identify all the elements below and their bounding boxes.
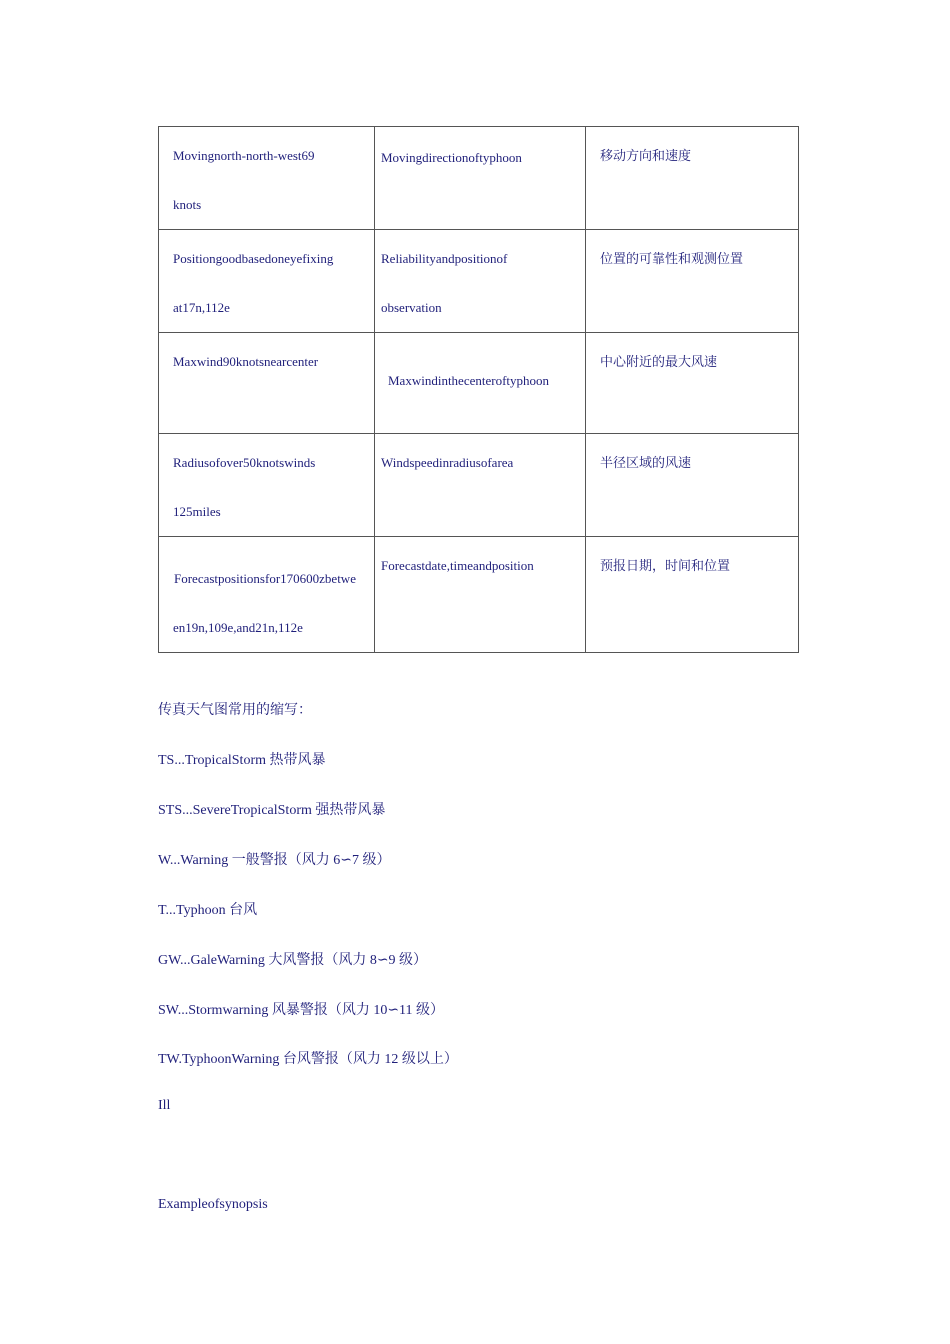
abbreviation-item: TS...TropicalStorm 热带风暴 [158, 753, 326, 768]
table-cell-meaning [375, 230, 586, 333]
cell-text: Radiusofover50knotswinds [173, 455, 316, 470]
cell-text: 中心附近的最大风速 [600, 354, 718, 369]
cell-text: Maxwindinthecenteroftyphoon [388, 373, 550, 388]
abbreviation-item: TW.TyphoonWarning 台风警报（风力 12 级以上） [158, 1052, 458, 1067]
abbreviations-heading: 传真天气图常用的缩写： [158, 703, 312, 718]
cell-text: 125miles [173, 504, 221, 519]
cell-text: 半径区域的风速 [600, 455, 692, 470]
cell-text: knots [173, 197, 202, 212]
table-cell-term [159, 127, 375, 230]
cell-text: Positiongoodbasedoneyefixing [173, 251, 334, 266]
cell-text: Forecastdate,timeandposition [381, 558, 534, 573]
table-cell-meaning [375, 127, 586, 230]
cell-text: Movingnorth-north-west69 [173, 148, 315, 163]
table-cell-term [159, 333, 375, 434]
abbreviation-item: T...Typhoon 台风 [158, 903, 258, 918]
table-cell-term [159, 434, 375, 537]
table-cell-chinese [586, 434, 799, 537]
table-cell-chinese [586, 127, 799, 230]
cell-text: Forecastpositionsfor170600zbetwe [174, 571, 356, 586]
cell-text: Movingdirectionoftyphoon [381, 150, 522, 165]
table-row [159, 434, 799, 537]
table-cell-chinese [586, 333, 799, 434]
cell-text: 位置的可靠性和观测位置 [600, 251, 744, 266]
table-cell-meaning [375, 434, 586, 537]
typhoon-terms-table [158, 126, 799, 653]
cell-text: en19n,109e,and21n,112e [173, 620, 303, 635]
abbreviation-item: STS...SevereTropicalStorm 强热带风暴 [158, 803, 386, 818]
table-cell-term [159, 537, 375, 653]
table-row [159, 230, 799, 333]
table-row [159, 333, 799, 434]
table-cell-meaning [375, 333, 586, 434]
stray-text: Ill [158, 1098, 171, 1113]
abbreviation-item: SW...Stormwarning 风暴警报（风力 10∽11 级） [158, 1003, 445, 1018]
abbreviation-item: GW...GaleWarning 大风警报（风力 8∽9 级） [158, 953, 428, 968]
table-cell-term [159, 230, 375, 333]
table-row [159, 537, 799, 653]
table-cell-chinese [586, 230, 799, 333]
table-cell-chinese [586, 537, 799, 653]
cell-text: 预报日期，时间和位置 [600, 558, 731, 573]
section-title: Exampleofsynopsis [158, 1197, 268, 1212]
cell-text: observation [381, 300, 442, 315]
abbreviation-item: W...Warning 一般警报（风力 6∽7 级） [158, 853, 391, 868]
cell-text: 移动方向和速度 [600, 148, 692, 163]
cell-text: Windspeedinradiusofarea [381, 455, 514, 470]
cell-text: Maxwind90knotsnearcenter [173, 354, 319, 369]
cell-text: Reliabilityandpositionof [381, 251, 508, 266]
cell-text: at17n,112e [173, 300, 230, 315]
table-row [159, 127, 799, 230]
table-cell-meaning [375, 537, 586, 653]
